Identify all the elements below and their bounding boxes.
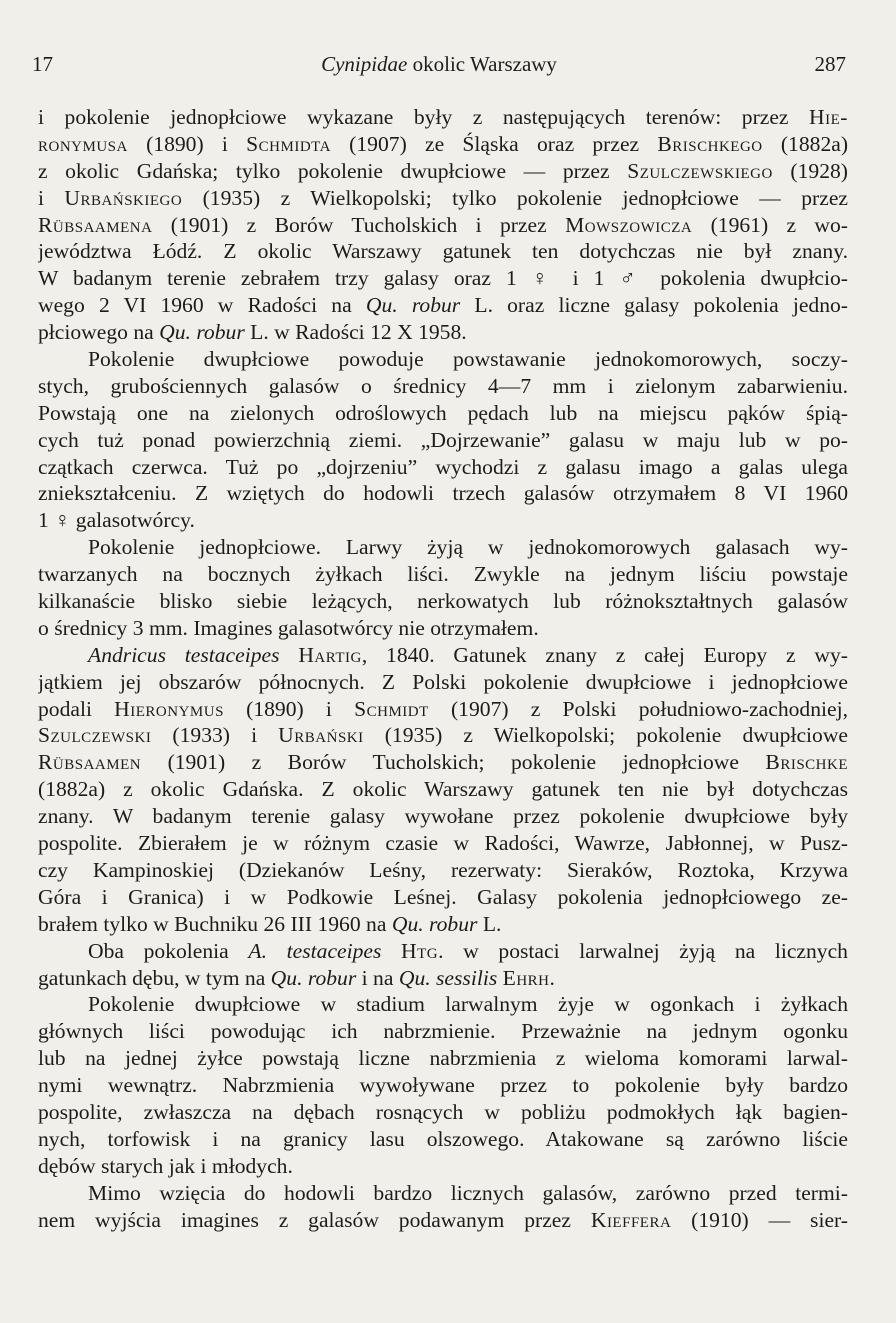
text-span: pospolite. Zbierałem je w różnym czasie w Radości, Wawrze, Jabłonnej, w Pusz-: [38, 831, 848, 856]
text-line: [38, 857, 848, 884]
text-line: [38, 776, 848, 803]
author-name: Hieronymus: [114, 696, 224, 721]
author-name: Rübsaamena: [38, 212, 153, 237]
running-title: [32, 52, 846, 77]
author-name: Rübsaamen: [38, 750, 142, 775]
author-name: Brischke: [765, 750, 848, 775]
text-line: [38, 803, 848, 830]
text-span: i pokolenie jednopłciowe wykazane były z następujących terenów: przez: [38, 105, 810, 129]
text-span: Pokolenie dwupłciowe w stadium larwalnym żyje w ogonkach i żyłkach: [88, 992, 848, 1017]
text-span: (1933) i: [151, 723, 279, 748]
text-span: (1928): [772, 158, 848, 183]
text-line: [38, 911, 848, 938]
text-span: (1935) z Wielkopolski; tylko pokolenie jednopłciowe — przez: [182, 185, 848, 210]
text-span: [381, 939, 401, 963]
text-line: [38, 292, 848, 319]
text-line: [38, 884, 848, 911]
text-line: [38, 1126, 848, 1153]
text-line: [38, 1153, 848, 1180]
text-line: [38, 965, 848, 992]
body-text: [38, 104, 848, 1233]
italic-text: Qu. sessilis: [398, 965, 498, 990]
text-span: [280, 643, 299, 667]
text-line: [38, 534, 848, 561]
text-line: [38, 1180, 848, 1207]
text-span: jewództwa Łódź. Z okolic Warszawy gatunek ten dotychczas nie był znany.: [38, 239, 848, 264]
text-span: o średnicy 3 mm. Imagines galasotwórcy nie otrzymałem.: [38, 615, 539, 640]
author-name: Schmidta: [246, 131, 331, 156]
text-span: i na: [356, 965, 399, 990]
author-name: Mowszowicza: [565, 212, 693, 237]
text-line: [38, 588, 848, 615]
italic-text: Qu. robur: [391, 911, 478, 936]
text-span: W badanym terenie zebrałem trzy galasy oraz 1 ♀ i 1 ♂ pokolenia dwupłcio-: [38, 266, 848, 291]
author-name: Schmidt: [354, 696, 429, 721]
text-span: . w postaci larwalnej żyją na licznych: [438, 938, 848, 963]
text-span: nych, torfowisk i na granicy lasu olszowego. Atakowane są zarówno liście: [38, 1126, 848, 1151]
text-line: [38, 1045, 848, 1072]
text-span: Góra i Granica) i w Podkowie Leśnej. Galasy pokolenia jednopłciowego ze-: [38, 884, 848, 909]
italic-text: Andricus testaceipes: [88, 642, 280, 667]
text-span: 1 ♀ galasotwórcy.: [38, 508, 195, 533]
text-span: stych, grubościennych galasów o średnicy 4—7 mm i zielonym zabarwieniu.: [38, 373, 848, 398]
text-line: [38, 104, 848, 131]
text-span: czątkach czerwca. Tuż po „dojrzeniu” wychodzi z galasu imago a galas ulega: [38, 454, 848, 479]
text-line: [38, 158, 848, 185]
text-line: [38, 319, 848, 346]
text-span: zniekształceniu. Z wziętych do hodowli trzech galasów otrzymałem 8 VI 1960: [38, 481, 848, 506]
text-span: Mimo wzięcia do hodowli bardzo licznych galasów, zarówno przed termi-: [88, 1180, 848, 1205]
text-span: nymi wewnątrz. Nabrzmienia wywoływane przez to pokolenie były bardzo: [38, 1073, 848, 1098]
text-line: [38, 561, 848, 588]
text-span: (1890) i: [223, 696, 355, 721]
italic-text: A. testaceipes: [248, 938, 382, 963]
text-span: i: [38, 185, 65, 210]
text-span: kilkanaście blisko siebie leżących, nerkowatych lub różnokształtnych galasów: [38, 589, 848, 614]
text-span: (1882a): [762, 131, 848, 156]
author-name: Kieffera: [590, 1207, 672, 1232]
text-span: lub na jednej żyłce powstają liczne nabrzmienia z wieloma komorami larwal-: [38, 1046, 848, 1071]
text-span: cych tuż ponad powierzchnią ziemi. „Dojrzewanie” galasu w maju lub w po-: [38, 427, 848, 452]
text-span: nem wyjścia imagines z galasów podawanym przez: [38, 1207, 591, 1232]
author-name: Szulczewskiego: [627, 158, 773, 183]
text-span: (1882a) z okolic Gdańska. Z okolic Warszawy gatunek ten nie był dotychczas: [38, 777, 848, 802]
text-line: [38, 830, 848, 857]
author-name: Urbański: [278, 723, 364, 748]
text-span: , 1840. Gatunek znany z całej Europy z wy-: [361, 642, 848, 667]
text-line: [38, 480, 848, 507]
text-span: (1890) i: [127, 131, 247, 156]
author-name: Brischkego: [657, 131, 763, 156]
text-line: [38, 669, 848, 696]
text-line: [38, 642, 848, 669]
text-line: [38, 696, 848, 723]
text-line: [38, 400, 848, 427]
text-span: (1961) z wo-: [692, 212, 848, 237]
author-name: Ehrh: [502, 965, 550, 990]
page-number: 287: [814, 52, 846, 76]
text-span: Oba pokolenia: [88, 938, 249, 963]
text-span: L.: [477, 911, 502, 936]
text-span: brałem tylko w Buchniku 26 III 1960 na: [38, 911, 392, 936]
running-header: [32, 52, 846, 82]
author-name: Hartig: [298, 642, 362, 667]
text-span: (1901) z Borów Tucholskich i przez: [152, 212, 566, 237]
text-span: gatunkach dębu, w tym na: [38, 965, 271, 990]
text-line: [38, 265, 848, 292]
text-line: [38, 454, 848, 481]
text-span: L. oraz liczne galasy pokolenia jedno-: [460, 293, 848, 318]
text-line: [38, 131, 848, 158]
text-span: (1901) z Borów Tucholskich; pokolenie jednopłciowe: [141, 750, 766, 775]
author-name: Urbańskiego: [64, 185, 183, 210]
text-span: podali: [38, 696, 115, 721]
text-span: (1907) z Polski południowo-zachodniej,: [428, 696, 848, 721]
text-span: głównych liści powodując ich nabrzmienie. Przeważnie na jednym ogonku: [38, 1019, 848, 1044]
italic-text: Qu. robur: [270, 965, 357, 990]
text-span: (1907) ze Śląska oraz przez: [330, 131, 658, 156]
text-line: [38, 1018, 848, 1045]
text-span: z okolic Gdańska; tylko pokolenie dwupłciowe — przez: [38, 158, 628, 183]
text-span: twarzanych na bocznych żyłkach liści. Zwykle na jednym liściu powstaje: [38, 562, 848, 587]
text-line: [38, 991, 848, 1018]
running-title-rest: okolic Warszawy: [407, 52, 557, 76]
text-line: [38, 185, 848, 212]
text-line: [38, 722, 848, 749]
text-span: .: [549, 965, 555, 990]
text-line: [38, 749, 848, 776]
italic-text: Qu. robur: [365, 293, 461, 318]
text-line: [38, 1072, 848, 1099]
text-line: [38, 1207, 848, 1234]
header-left-number: 17: [32, 52, 53, 76]
author-name: Hie-: [809, 105, 848, 129]
text-line: [38, 373, 848, 400]
text-line: [38, 507, 848, 534]
text-span: wego 2 VI 1960 w Radości na: [38, 293, 366, 318]
text-line: [38, 1099, 848, 1126]
text-span: czy Kampinoskiej (Dziekanów Leśny, rezerwaty: Sieraków, Roztoka, Krzywa: [38, 857, 848, 882]
author-name: Htg: [401, 938, 439, 963]
text-line: [38, 615, 848, 642]
text-line: [38, 238, 848, 265]
text-span: płciowego na: [38, 320, 160, 345]
text-line: [38, 212, 848, 239]
text-span: Pokolenie dwupłciowe powoduje powstawanie jednokomorowych, soczy-: [88, 347, 848, 372]
author-name: ronymusa: [38, 131, 128, 156]
text-line: [38, 346, 848, 373]
author-name: Szulczewski: [38, 723, 152, 748]
text-span: (1935) z Wielkopolski; pokolenie dwupłciowe: [363, 723, 848, 748]
text-span: znany. W badanym terenie galasy wywołane przez pokolenie dwupłciowe były: [38, 804, 848, 829]
text-span: dębów starych jak i młodych.: [38, 1153, 293, 1178]
text-line: [38, 427, 848, 454]
text-span: jątkiem jej obszarów północnych. Z Polski pokolenie dwupłciowe i jednopłciowe: [38, 669, 848, 694]
running-title-italic: Cynipidae: [321, 52, 408, 76]
text-span: L. w Radości 12 X 1958.: [244, 320, 467, 345]
text-span: Pokolenie jednopłciowe. Larwy żyją w jednokomorowych galasach wy-: [88, 535, 848, 560]
text-span: Powstają one na zielonych odroślowych pędach lub na miejscu pąków śpią-: [38, 400, 848, 425]
text-line: [38, 938, 848, 965]
italic-text: Qu. robur: [159, 320, 245, 345]
text-span: (1910) — sier-: [671, 1207, 848, 1232]
text-span: pospolite, zwłaszcza na dębach rosnących w pobliżu podmokłych łąk bagien-: [38, 1099, 848, 1124]
